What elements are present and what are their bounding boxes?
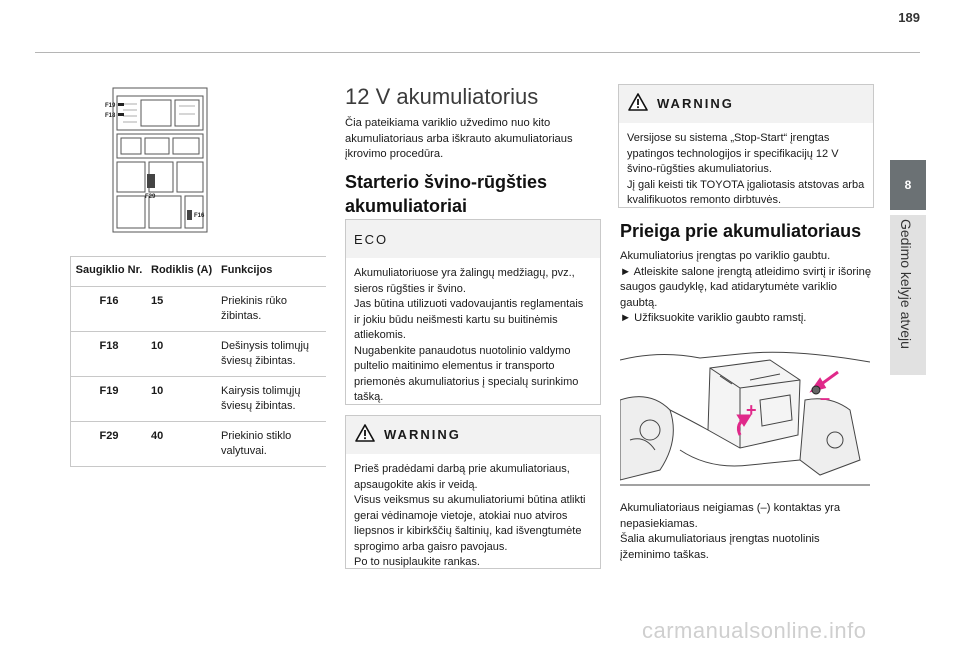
fuse-no: F16	[71, 287, 148, 332]
fuse-no: F29	[71, 422, 148, 467]
lead-acid-heading: Starterio švino-rūgšties akumuliatoriai	[345, 172, 548, 216]
chapter-tab-title[interactable]	[890, 215, 926, 375]
chapter-tab-number[interactable]: 8	[890, 160, 926, 210]
section-title: 12 V akumuliatorius	[345, 84, 539, 109]
table-row	[71, 422, 327, 467]
fuse-function: Kairysis tolimųjų šviesų žibintas.	[217, 377, 326, 422]
fuse-box-diagram	[95, 82, 225, 242]
negative-terminal-label: –	[820, 388, 831, 408]
negative-terminal-text: Akumuliatoriaus neigiamas (–) kontaktas yra nepasiekiamas. Šalia akumuliatoriaus įrengtas nuotolinis įžeminimo taškas.	[620, 502, 841, 561]
table-row	[71, 332, 327, 377]
header-fuse-no: Saugiklio Nr.	[71, 257, 148, 287]
warning-box-right	[618, 84, 874, 208]
header-divider	[35, 52, 920, 53]
eco-box	[345, 219, 601, 405]
eco-title: ECO	[354, 232, 389, 247]
diagram-label-f29: F29	[145, 194, 156, 200]
header-amps: Rodiklis (A)	[147, 257, 217, 287]
warning-icon	[628, 93, 648, 111]
table-row	[71, 377, 327, 422]
battery-illustration	[620, 340, 870, 490]
fuse-amps: 40	[147, 422, 217, 467]
fuse-function: Dešinysis tolimųjų šviesų žibintas.	[217, 332, 326, 377]
diagram-label-f18: F18	[105, 113, 116, 119]
warning-text: Prieš pradėdami darbą prie akumuliatoriaus, apsaugokite akis ir veidą. Visus veiksmus su akumuliatoriumi būtina atlikti gerai vėdinamoje vietoje, atokiai nuo atviros liepsnos ir kibirkščių šaltinių, kad išvengtumėte sprogimo arba gaisro pavojaus. Po to nusiplaukite rankas.	[354, 463, 586, 568]
warning-text: Versijose su sistema „Stop-Start“ įrengtas ypatingos technologijos ir specifikacijų 12 V švino-rūgšties akumuliatorius. Jį gali keisti tik TOYOTA įgaliotasis atstovas arba kvalifikuotos remonto dirbtuvės.	[627, 132, 865, 206]
fuse-amps: 10	[147, 332, 217, 377]
header-functions: Funkcijos	[217, 257, 326, 287]
fuse-no: F19	[71, 377, 148, 422]
table-row	[71, 287, 327, 332]
warning-title: WARNING	[384, 427, 461, 442]
warning-icon	[355, 424, 375, 442]
battery-access-text: Akumuliatorius įrengtas po variklio gaubtu. ► Atleiskite salone įrengtą atleidimo svirtį ir išorinę saugos gaudyklę, kad atidarytumėte variklio gaubtą. ► Užfiksuokite variklio gaubto ramstį.	[620, 250, 872, 324]
positive-terminal-label: +	[746, 400, 757, 420]
warning-box	[345, 415, 601, 569]
table-header-row	[71, 257, 327, 287]
battery-access-heading: Prieiga prie akumuliatoriaus	[620, 221, 862, 241]
intro-paragraph: Čia pateikiama variklio užvedimo nuo kito akumuliatoriaus arba iškrauto akumuliatoriaus įkrovimo procedūra.	[345, 117, 573, 160]
eco-text: Akumuliatoriuose yra žalingų medžiagų, pvz., sieros rūgšties ir švino. Jas būtina utilizuoti vadovaujantis reglamentais ir jokiu būdu neišmesti kartu su buitinėmis atliekomis. Nugabenkite panaudotus nuotolinio valdymo pultelio maitinimo elementus ir transporto priemonės akumuliatorius į specialų surinkimo tašką.	[354, 267, 584, 403]
diagram-label-f19: F19	[105, 103, 116, 109]
chapter-title: Gedimo kelyje atveju	[898, 219, 914, 349]
watermark: carmanualsonline.info	[642, 618, 867, 643]
fuse-amps: 10	[147, 377, 217, 422]
fuse-function: Priekinis rūko žibintas.	[217, 287, 326, 332]
fuse-function: Priekinio stiklo valytuvai.	[217, 422, 326, 467]
page-number: 189	[898, 10, 920, 25]
fuse-table	[70, 256, 326, 467]
warning-title: WARNING	[657, 96, 734, 111]
diagram-label-f16: F16	[194, 213, 205, 219]
fuse-no: F18	[71, 332, 148, 377]
fuse-amps: 15	[147, 287, 217, 332]
